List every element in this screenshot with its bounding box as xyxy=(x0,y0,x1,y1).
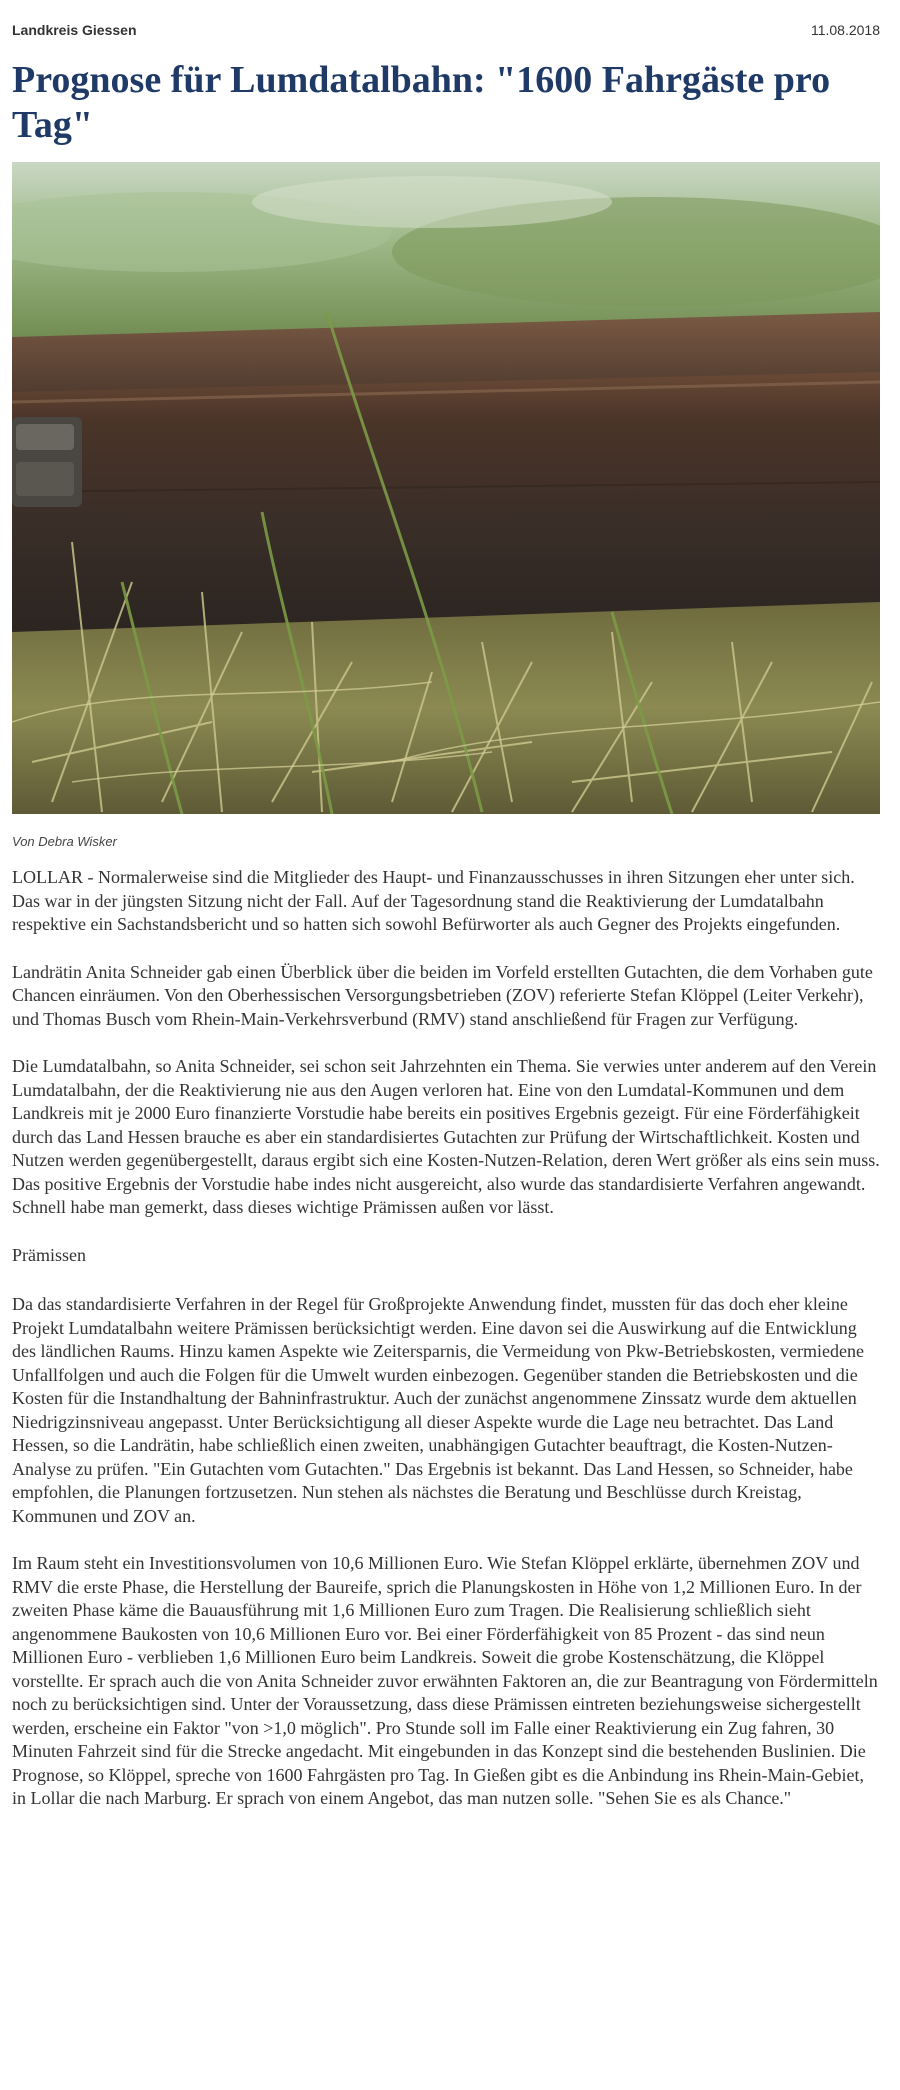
article-body xyxy=(12,866,880,1835)
publish-date: 11.08.2018 xyxy=(810,22,880,38)
article-headline: Prognose für Lumdatalbahn: "1600 Fahrgäste pro Tag" xyxy=(12,59,831,146)
article-paragraph: Die Lumdatalbahn, so Anita Schneider, sei schon seit Jahrzehnten ein Thema. Sie verwies unter anderem auf den Verein Lumdatalbahn, der die Reaktivierung nie aus den Augen verloren hat. Eine von den Lumdatal-Kommunen und dem Landkreis mit je 2000 Euro finanzierte Vorstudie habe bereits ein positives Ergebnis gezeigt. Für eine Förderfähigkeit durch das Land Hessen brauche es aber ein standardisiertes Gutachten zur Prüfung der Wirtschaftlichkeit. Kosten und Nutzen werden gegenübergestellt, daraus ergibt sich eine Kosten-Nutzen-Relation, deren Wert größer als eins sein muss. Das positive Ergebnis der Vorstudie habe indes nicht ausgereicht, also wurde das standardisierte Verfahren angewandt. Schnell habe man gemerkt, dass dieses wichtige Prämissen außen vor lässt. xyxy=(12,1056,880,1217)
rail-track-photo xyxy=(12,162,880,814)
article-paragraph: Im Raum steht ein Investitionsvolumen von 10,6 Millionen Euro. Wie Stefan Klöppel erklärte, übernehmen ZOV und RMV die erste Phase, die Herstellung der Baureife, sprich die Planungskosten in Höhe von 1,2 Millionen Euro. In der zweiten Phase käme die Bauausführung mit 1,6 Millionen Euro zum Tragen. Die Realisierung schließlich sieht angenommene Baukosten von 10,6 Millionen Euro vor. Bei einer Förderfähigkeit von 85 Prozent - das sind neun Millionen Euro - verblieben 1,6 Millionen Euro beim Landkreis. Soweit die grobe Kostenschätzung, die Klöppel vorstellte. Er sprach auch die von Anita Schneider zuvor erwähnten Faktoren an, die zur Beantragung von Fördermitteln noch zu berücksichtigen sind. Unter der Voraussetzung, dass diese Prämissen eintreten beziehungsweise sichergestellt werden, erscheine ein Faktor "von >1,0 möglich". Pro Stunde soll im Falle einer Reaktivierung ein Zug fahren, 30 Minuten Fahrzeit sind für die Strecke angedacht. Mit eingebunden in das Konzept sind die bestehenden Buslinien. Die Prognose, so Klöppel, spreche von 1600 Fahrgästen pro Tag. In Gießen gibt es die Anbindung ins Rhein-Main-Gebiet, in Lollar die nach Marburg. Er sprach von einem Angebot, das man nutzen solle. "Sehen Sie es als Chance." xyxy=(12,1553,878,1808)
article-paragraph: LOLLAR - Normalerweise sind die Mitglieder des Haupt- und Finanzausschusses in ihren Sitzungen eher unter sich. Das war in der jüngsten Sitzung nicht der Fall. Auf der Tagesordnung stand die Reaktivierung der Lumdatalbahn respektive ein Sachstandsbericht und so hatten sich sowohl Befürworter als auch Gegner des Projekts eingefunden. xyxy=(12,867,855,934)
article-figure xyxy=(12,162,880,814)
article-subheading: Prämissen xyxy=(12,1244,86,1265)
article-paragraph: Landrätin Anita Schneider gab einen Überblick über die beiden im Vorfeld erstellten Gutachten, die dem Vorhaben gute Chancen einräumen. Von den Oberhessischen Versorgungsbetrieben (ZOV) referierte Stefan Klöppel (Leiter Verkehr), und Thomas Busch vom Rhein-Main-Verkehrsverbund (RMV) stand anschließend für Fragen zur Verfügung. xyxy=(12,961,873,1029)
article-paragraph: Da das standardisierte Verfahren in der Regel für Großprojekte Anwendung findet, mussten für das doch eher kleine Projekt Lumdatalbahn weitere Prämissen berücksichtigt werden. Eine davon sei die Auswirkung auf die Entwicklung des ländlichen Raums. Hinzu kamen Aspekte wie Zeitersparnis, die Vermeidung von Pkw-Betriebskosten, vermiedene Unfallfolgen und auch die Folgen für die Umwelt wurden einbezogen. Gegenüber standen die Betriebskosten und die Kosten für die Instandhaltung der Bahninfrastruktur. Auch der zunächst angenommene Zinssatz wurde dem aktuellen Niedrigzinsniveau angepasst. Unter Berücksichtigung all dieser Aspekte wurde die Lage neu betrachtet. Das Land Hessen, so die Landrätin, habe schließlich einen zweiten, unabhängigen Gutachter beauftragt, die Kosten-Nutzen-Analyse zu prüfen. "Ein Gutachten vom Gutachten." Das Ergebnis ist bekannt. Das Land Hessen, so Schneider, habe empfohlen, die Planungen fortzusetzen. Nun stehen als nächstes die Beratung und Beschlüsse durch Kreistag, Kommunen und ZOV an. xyxy=(12,1294,864,1526)
article-byline: Von Debra Wisker xyxy=(12,834,117,849)
section-label[interactable]: Landkreis Giessen xyxy=(12,22,137,38)
article-topbar xyxy=(12,22,880,42)
